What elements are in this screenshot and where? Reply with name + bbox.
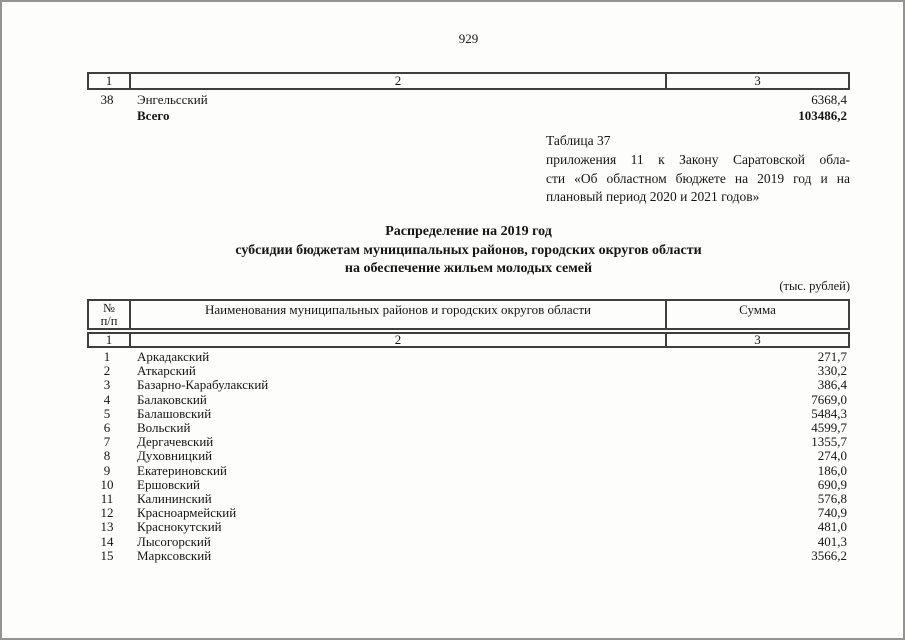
column-header-number-line1: №	[103, 300, 115, 315]
top-table	[87, 72, 850, 123]
table-row	[87, 407, 850, 421]
row-number-cell: 13	[100, 519, 114, 535]
annotation-line: плановый период 2020 и 2021 годов»	[546, 189, 760, 205]
main-table-numbering-row	[87, 332, 850, 348]
sum-value-cell: 481,0	[817, 519, 847, 535]
table-row	[87, 421, 850, 435]
table-annotation	[546, 132, 850, 207]
top-table-numbering-row	[87, 72, 850, 90]
district-name-cell: Ершовский	[137, 476, 201, 492]
column-header-name: Наименования муниципальных районов и городских округов области	[129, 301, 665, 328]
table-row	[87, 464, 850, 478]
table-row	[87, 520, 850, 534]
title-line: Распределение на 2019 год	[385, 224, 552, 239]
sum-value-cell: 1355,7	[811, 434, 847, 450]
row-number-cell: 8	[103, 448, 111, 464]
row-number-cell: 7	[103, 434, 111, 450]
district-name-cell: Марксовский	[137, 547, 212, 563]
numbering-cell-2: 2	[129, 74, 665, 88]
main-table-body	[87, 350, 850, 563]
title-line: субсидии бюджетам муниципальных районов, городских округов области	[235, 242, 702, 258]
table-row	[87, 435, 850, 449]
title-line: на обеспечение жильем молодых семей	[344, 261, 593, 276]
sum-value-cell: 274,0	[817, 448, 847, 464]
sum-value-cell: 576,8	[817, 491, 847, 507]
sum-value-cell: 7669,0	[811, 391, 847, 407]
row-number-cell: 1	[103, 349, 111, 364]
district-name-cell: Краснокутский	[137, 519, 222, 535]
table-row	[87, 506, 850, 520]
sum-value-cell: 271,7	[817, 349, 847, 364]
table-row	[87, 108, 850, 124]
table-row	[87, 378, 850, 392]
sum-value-cell: 4599,7	[811, 420, 847, 436]
annotation-line: сти «Об областном бюджете на 2019 год и на	[546, 170, 850, 186]
table-row	[87, 92, 850, 108]
row-number-cell: 9	[103, 462, 111, 478]
row-number-cell: 10	[100, 476, 114, 492]
sum-value-cell: 690,9	[817, 476, 847, 492]
table-row	[87, 492, 850, 506]
table-row	[87, 478, 850, 492]
row-number-cell: 5	[103, 405, 111, 421]
page-number: 929	[458, 31, 479, 46]
row-number-cell: 15	[100, 547, 114, 563]
numbering-cell-1: 1	[105, 73, 113, 88]
sum-value-cell: 5484,3	[811, 405, 847, 421]
sum-value-cell: 6368,4	[811, 92, 847, 107]
district-name-cell: Лысогорский	[137, 533, 211, 549]
column-header-sum: Сумма	[665, 301, 848, 328]
district-name-cell: Энгельсский	[137, 92, 208, 107]
sum-value-cell: 740,9	[817, 505, 847, 521]
sum-value-cell: 386,4	[817, 377, 847, 393]
district-name-cell: Балаковский	[137, 391, 207, 407]
numbering-cell-3: 3	[665, 334, 848, 346]
sum-value-cell: 3566,2	[811, 547, 847, 563]
row-number-cell: 6	[103, 420, 111, 436]
table-row	[87, 393, 850, 407]
sum-value-cell: 186,0	[817, 462, 847, 478]
district-name-cell: Красноармейский	[137, 505, 237, 521]
sum-value-cell: 401,3	[817, 533, 847, 549]
table-row	[87, 535, 850, 549]
table-row	[87, 350, 850, 364]
row-number-cell: 4	[103, 391, 111, 407]
district-name-cell: Дергачевский	[137, 434, 214, 450]
district-name-cell: Аткарский	[137, 363, 196, 379]
main-table	[87, 299, 850, 563]
district-name-cell: Калининский	[137, 491, 212, 507]
unit-note: (тыс. рублей)	[779, 279, 850, 293]
table-row	[87, 549, 850, 563]
row-number-cell: 38	[100, 92, 114, 107]
row-number-cell: 14	[100, 533, 114, 549]
column-header-number	[89, 301, 129, 328]
annotation-line: Таблица 37	[546, 133, 611, 148]
row-number-cell: 11	[100, 491, 114, 507]
row-number-cell: 12	[100, 505, 114, 521]
district-name-cell: Вольский	[137, 420, 191, 436]
district-name-cell: Аркадакский	[137, 349, 210, 364]
district-name-cell: Всего	[137, 107, 170, 123]
document-title	[87, 223, 850, 279]
numbering-cell-3: 3	[665, 74, 848, 88]
table-row	[87, 364, 850, 378]
annotation-line: приложения 11 к Закону Саратовской обла-	[546, 151, 850, 167]
numbering-cell-1: 1	[105, 332, 113, 347]
sum-value-cell: 103486,2	[798, 107, 847, 123]
district-name-cell: Базарно-Карабулакский	[137, 377, 269, 393]
main-table-header-row	[87, 299, 850, 330]
district-name-cell: Балашовский	[137, 405, 212, 421]
row-number-cell: 3	[103, 377, 111, 393]
row-number-cell: 2	[103, 363, 111, 379]
top-table-body	[87, 92, 850, 123]
district-name-cell: Екатериновский	[137, 462, 227, 478]
district-name-cell: Духовницкий	[137, 448, 213, 464]
numbering-cell-2: 2	[129, 334, 665, 346]
row-number-cell	[87, 108, 127, 124]
sum-value-cell: 330,2	[817, 363, 847, 379]
column-header-number-line2: п/п	[100, 313, 118, 328]
table-row	[87, 449, 850, 463]
